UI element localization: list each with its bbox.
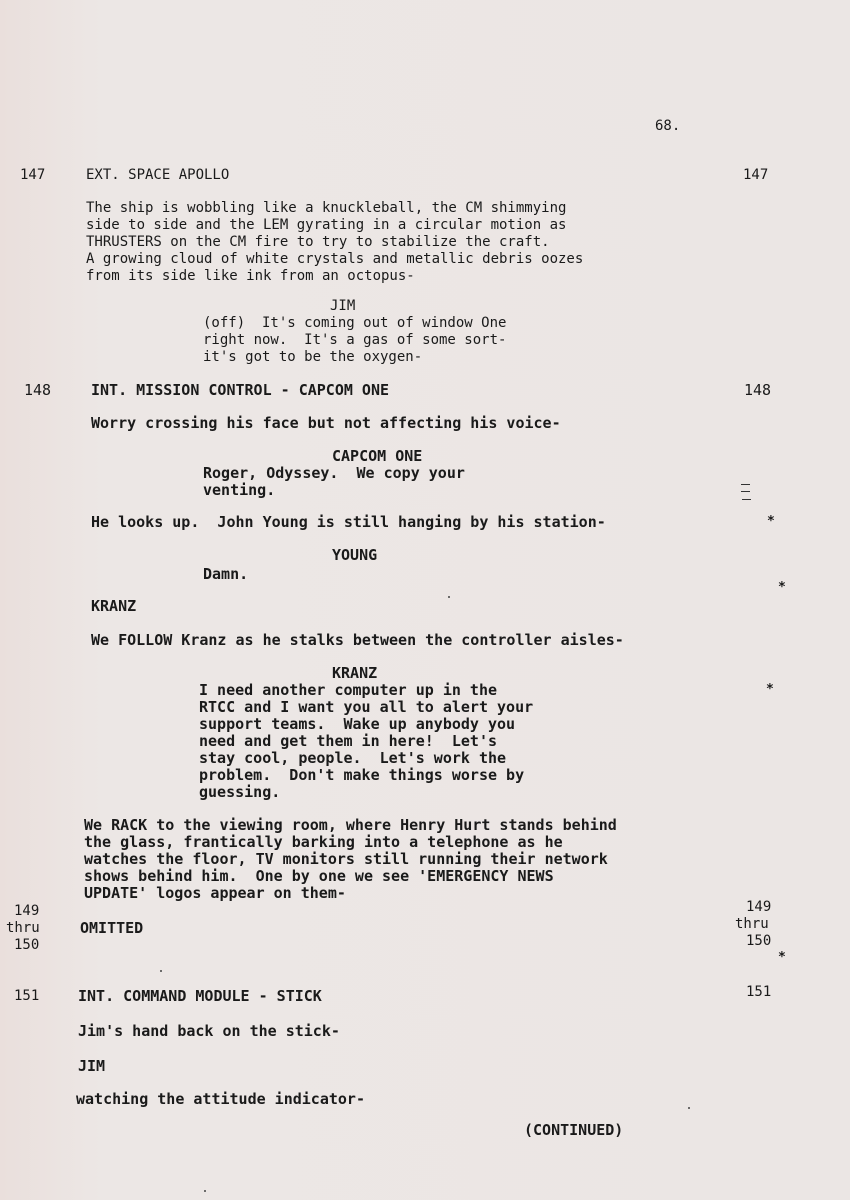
character-name: JIM (330, 298, 356, 314)
dialogue-line: RTCC and I want you all to alert your (199, 698, 534, 716)
action-line: watches the floor, TV monitors still running their network (84, 850, 608, 868)
revision-mark (741, 491, 750, 492)
scene-number-right: 147 (743, 167, 769, 183)
action-line: We FOLLOW Kranz as he stalks between the controller aisles- (91, 631, 624, 649)
dialogue-line: Damn. (203, 565, 249, 583)
scene-heading: OMITTED (80, 919, 144, 937)
action-line: Worry crossing his face but not affecting his voice- (91, 414, 561, 432)
revision-mark (742, 499, 751, 500)
speck (204, 1190, 206, 1192)
action-line: shows behind him. One by one we see 'EMERGENCY NEWS (84, 867, 554, 885)
character-name: YOUNG (332, 546, 378, 564)
action-line: the glass, frantically barking into a telephone as he (84, 833, 563, 851)
revision-asterisk: * (767, 514, 775, 529)
dialogue-line: Roger, Odyssey. We copy your (203, 464, 465, 482)
dialogue-line: problem. Don't make things worse by (199, 766, 525, 784)
dialogue-line: need and get them in here! Let's (199, 732, 498, 750)
revision-asterisk: * (778, 950, 786, 965)
scene-number-right: thru (735, 916, 769, 932)
speck (688, 1107, 690, 1109)
scene-number-right: 149 (746, 899, 772, 915)
dialogue-block (199, 682, 533, 801)
character-slug: KRANZ (91, 597, 137, 615)
dialogue-line: stay cool, people. Let's work the (199, 749, 507, 767)
action-line: from its side like ink from an octopus- (86, 268, 415, 284)
dialogue-line: (off) It's coming out of window One (203, 315, 507, 331)
action-line: He looks up. John Young is still hanging by his station- (91, 513, 606, 531)
scene-number-left: 148 (24, 381, 52, 399)
scene-heading: INT. COMMAND MODULE - STICK (78, 987, 322, 1005)
scene-heading: INT. MISSION CONTROL - CAPCOM ONE (91, 381, 390, 399)
scene-number-right: 151 (746, 984, 772, 1000)
character-name: CAPCOM ONE (332, 447, 423, 465)
dialogue-line: right now. It's a gas of some sort- (203, 332, 507, 348)
speck (448, 596, 450, 598)
scene-number-left: 149 (14, 903, 40, 919)
revision-mark (741, 484, 750, 485)
scene-number-right: 148 (744, 381, 772, 399)
action-line: UPDATE' logos appear on them- (84, 884, 346, 902)
dialogue-line: I need another computer up in the (199, 681, 498, 699)
action-line: THRUSTERS on the CM fire to try to stabilize the craft. (86, 234, 550, 250)
scene-number-left: 147 (20, 167, 46, 183)
character-name: KRANZ (332, 664, 378, 682)
action-line: The ship is wobbling like a knuckleball, the CM shimmying (86, 200, 567, 216)
dialogue-block (203, 315, 506, 366)
revision-asterisk: * (766, 682, 774, 697)
action-block (84, 817, 617, 902)
revision-asterisk: * (778, 580, 786, 595)
action-line: We RACK to the viewing room, where Henry Hurt stands behind (84, 816, 617, 834)
character-slug: JIM (78, 1057, 106, 1075)
dialogue-line: support teams. Wake up anybody you (199, 715, 516, 733)
dialogue-line: venting. (203, 481, 276, 499)
scene-number-left: 151 (14, 988, 40, 1004)
scene-number-left: 150 (14, 937, 40, 953)
action-line: Jim's hand back on the stick- (78, 1022, 340, 1040)
action-block (86, 200, 583, 285)
action-line: A growing cloud of white crystals and metallic debris oozes (86, 251, 584, 267)
continued-label: (CONTINUED) (524, 1121, 624, 1139)
scene-number-right: 150 (746, 933, 772, 949)
dialogue-line: guessing. (199, 783, 281, 801)
dialogue-line: it's got to be the oxygen- (203, 349, 423, 365)
speck (160, 970, 162, 972)
scene-heading: EXT. SPACE APOLLO (86, 167, 230, 183)
action-line: side to side and the LEM gyrating in a circular motion as (86, 217, 567, 233)
scene-number-left: thru (6, 920, 40, 936)
action-line: watching the attitude indicator- (76, 1090, 365, 1108)
page-number: 68. (655, 118, 681, 134)
